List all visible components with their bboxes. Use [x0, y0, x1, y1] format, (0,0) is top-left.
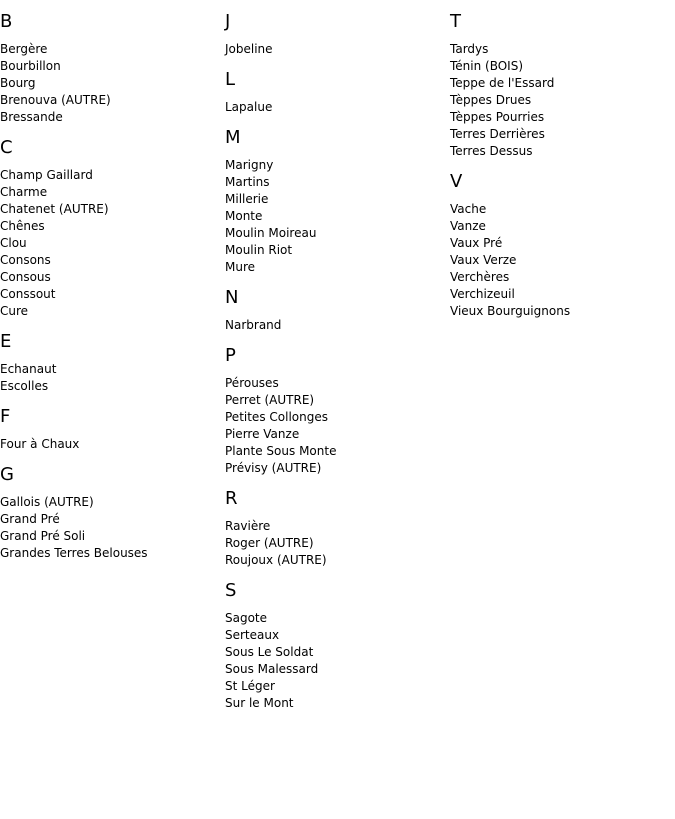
letter-group	[0, 464, 225, 562]
letter-group	[0, 137, 225, 320]
place-link[interactable]: Mure	[225, 260, 256, 274]
letter-group	[450, 11, 675, 160]
letter-heading: L	[225, 69, 236, 90]
entry-list	[450, 41, 675, 160]
entry-list	[450, 201, 675, 320]
letter-heading: R	[225, 488, 238, 509]
letter-group	[225, 488, 450, 569]
place-link[interactable]: Consons	[0, 253, 51, 267]
place-link[interactable]: Bergère	[0, 42, 48, 56]
place-link[interactable]: Prévisy (AUTRE)	[225, 461, 322, 475]
place-link[interactable]: Verchizeuil	[450, 287, 515, 301]
letter-heading: T	[450, 11, 461, 32]
place-link[interactable]: Terres Derrières	[450, 127, 545, 141]
place-link[interactable]: Vaux Pré	[450, 236, 503, 250]
place-link[interactable]: Echanaut	[0, 362, 57, 376]
place-link[interactable]: Cure	[0, 304, 29, 318]
entry-list	[225, 375, 450, 477]
place-link[interactable]: Sous Le Soldat	[225, 645, 314, 659]
letter-group	[225, 69, 450, 116]
place-link[interactable]: Grand Pré Soli	[0, 529, 86, 543]
letter-heading: M	[225, 127, 241, 148]
place-link[interactable]: Sagote	[225, 611, 268, 625]
letter-heading: S	[225, 580, 237, 601]
place-link[interactable]: Conssout	[0, 287, 56, 301]
letter-group	[225, 127, 450, 276]
place-link[interactable]: Consous	[0, 270, 51, 284]
place-link[interactable]: Roger (AUTRE)	[225, 536, 314, 550]
entry-list	[225, 99, 450, 116]
place-link[interactable]: Millerie	[225, 192, 269, 206]
letter-group	[225, 345, 450, 477]
place-link[interactable]: Pierre Vanze	[225, 427, 300, 441]
place-link[interactable]: Pérouses	[225, 376, 279, 390]
place-link[interactable]: Four à Chaux	[0, 437, 80, 451]
place-link[interactable]: Plante Sous Monte	[225, 444, 337, 458]
place-link[interactable]: Sur le Mont	[225, 696, 294, 710]
letter-heading: P	[225, 345, 236, 366]
place-link[interactable]: Moulin Moireau	[225, 226, 317, 240]
entry-list	[225, 317, 450, 334]
letter-heading: G	[0, 464, 14, 485]
place-link[interactable]: Ténin (BOIS)	[450, 59, 524, 73]
place-link[interactable]: Roujoux (AUTRE)	[225, 553, 327, 567]
place-link[interactable]: Vieux Bourguignons	[450, 304, 571, 318]
place-link[interactable]: Chatenet (AUTRE)	[0, 202, 109, 216]
letter-heading: N	[225, 287, 239, 308]
place-link[interactable]: Bressande	[0, 110, 63, 124]
place-link[interactable]: Vache	[450, 202, 487, 216]
entry-list	[0, 167, 225, 320]
place-link[interactable]: Chênes	[0, 219, 45, 233]
place-link[interactable]: Verchères	[450, 270, 510, 284]
place-link[interactable]: Bourbillon	[0, 59, 61, 73]
letter-heading: J	[225, 11, 231, 32]
index-column	[0, 0, 225, 570]
letter-group	[0, 331, 225, 395]
entry-list	[225, 518, 450, 569]
letter-group	[0, 11, 225, 126]
place-link[interactable]: Jobeline	[225, 42, 273, 56]
letter-group	[0, 406, 225, 453]
place-link[interactable]: Serteaux	[225, 628, 280, 642]
entry-list	[0, 494, 225, 562]
entry-list	[0, 436, 225, 453]
letter-heading: E	[0, 331, 12, 352]
place-link[interactable]: Moulin Riot	[225, 243, 293, 257]
entry-list	[0, 361, 225, 395]
place-link[interactable]: Marigny	[225, 158, 274, 172]
letter-heading: C	[0, 137, 13, 158]
index-column	[225, 0, 450, 720]
entry-list	[225, 41, 450, 58]
place-link[interactable]: Tèppes Pourries	[450, 110, 545, 124]
letter-group	[225, 580, 450, 712]
place-link[interactable]: Grandes Terres Belouses	[0, 546, 148, 560]
place-link[interactable]: Vaux Verze	[450, 253, 517, 267]
place-link[interactable]: Clou	[0, 236, 27, 250]
place-link[interactable]: Martins	[225, 175, 270, 189]
place-link[interactable]: Ravière	[225, 519, 271, 533]
place-link[interactable]: Monte	[225, 209, 263, 223]
place-link[interactable]: Charme	[0, 185, 48, 199]
place-link[interactable]: Escolles	[0, 379, 49, 393]
letter-group	[450, 171, 675, 320]
letter-heading: F	[0, 406, 11, 427]
place-link[interactable]: Lapalue	[225, 100, 273, 114]
place-link[interactable]: Gallois (AUTRE)	[0, 495, 94, 509]
place-link[interactable]: Sous Malessard	[225, 662, 319, 676]
entry-list	[225, 610, 450, 712]
place-link[interactable]: Teppe de l'Essard	[450, 76, 555, 90]
index-column	[450, 0, 675, 328]
place-link[interactable]: Brenouva (AUTRE)	[0, 93, 111, 107]
entry-list	[0, 41, 225, 126]
place-link[interactable]: St Léger	[225, 679, 275, 693]
place-link[interactable]: Perret (AUTRE)	[225, 393, 315, 407]
letter-heading: B	[0, 11, 13, 32]
place-link[interactable]: Grand Pré	[0, 512, 60, 526]
letter-group	[225, 11, 450, 58]
letter-group	[225, 287, 450, 334]
place-link[interactable]: Tèppes Drues	[450, 93, 532, 107]
place-link[interactable]: Narbrand	[225, 318, 282, 332]
place-link[interactable]: Petites Collonges	[225, 410, 328, 424]
entry-list	[225, 157, 450, 276]
place-link[interactable]: Vanze	[450, 219, 486, 233]
place-link[interactable]: Terres Dessus	[450, 144, 533, 158]
place-link[interactable]: Tardys	[450, 42, 489, 56]
place-link[interactable]: Bourg	[0, 76, 36, 90]
letter-heading: V	[450, 171, 463, 192]
place-link[interactable]: Champ Gaillard	[0, 168, 93, 182]
